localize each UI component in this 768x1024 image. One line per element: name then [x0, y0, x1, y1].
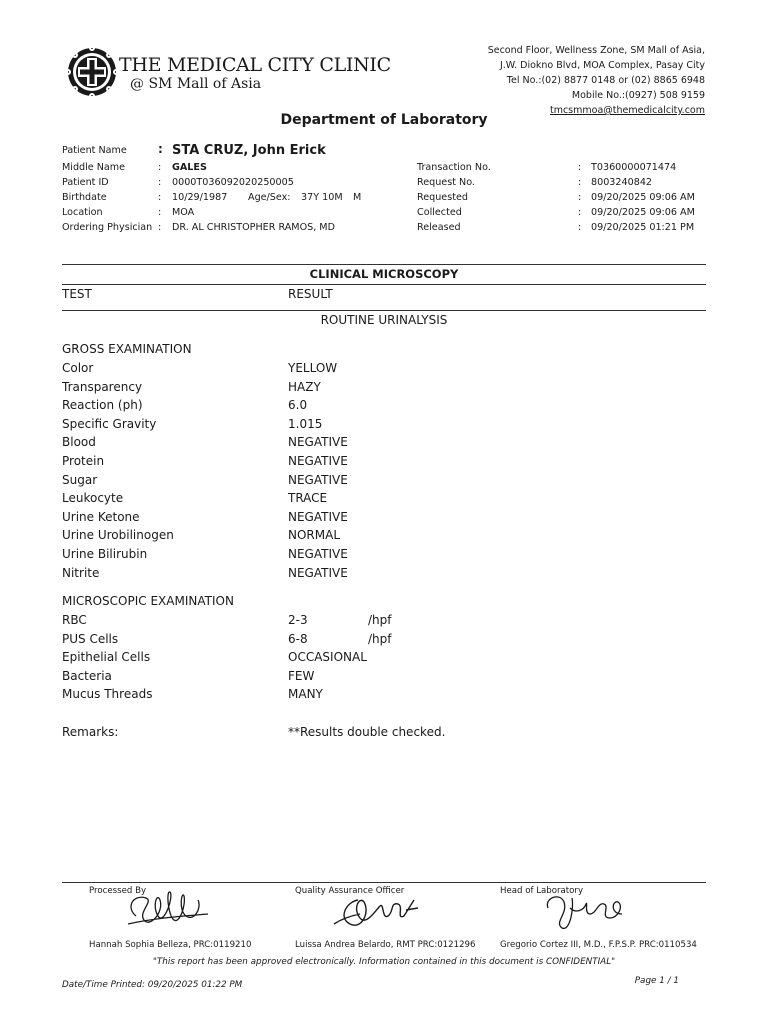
address-line: Mobile No.:(0927) 508 9159 [571, 90, 705, 101]
column-header-result: RESULT [288, 287, 333, 301]
email-link[interactable]: tmcsmmoa@themedicalcity.com [549, 105, 705, 116]
released-label: Released [417, 222, 461, 233]
test-name: Reaction (ph) [62, 398, 143, 413]
test-name: Sugar [62, 472, 98, 487]
sex: M [353, 192, 362, 203]
transaction-label: Transaction No. [417, 162, 491, 173]
signature-divider [62, 882, 706, 883]
microscopic-exam-heading: MICROSCOPIC EXAMINATION [62, 594, 234, 608]
section-title: CLINICAL MICROSCOPY [309, 267, 459, 281]
colon: : [578, 162, 582, 173]
clinic-logo-emblem-icon [66, 46, 118, 98]
collected-label: Collected [417, 207, 462, 218]
requested-date: 09/20/2025 09:06 AM [591, 192, 695, 203]
location: MOA [172, 207, 195, 218]
test-unit: /hpf [368, 613, 392, 627]
page-number: Page 1 / 1 [634, 976, 679, 986]
divider [62, 310, 706, 311]
test-result: OCCASIONAL [288, 650, 367, 665]
middle-name: GALES [172, 162, 207, 173]
birthdate-label: Birthdate [62, 192, 107, 203]
confidential-notice: "This report has been approved electronically. Information contained in this document is CONFIDENTIAL" [152, 957, 616, 967]
clinic-branch: @ SM Mall of Asia [130, 76, 262, 92]
colon: : [578, 192, 582, 203]
remarks-label: Remarks: [62, 725, 119, 739]
test-name: Color [62, 361, 94, 375]
test-result: 6-8 [288, 631, 308, 646]
request-no: 8003240842 [591, 177, 653, 188]
signature-quality-assurance [330, 890, 422, 936]
collected-date: 09/20/2025 09:06 AM [591, 207, 695, 218]
patient-name: STA CRUZ, John Erick [172, 143, 326, 158]
test-result: 6.0 [288, 398, 308, 413]
ordering-physician: DR. AL CHRISTOPHER RAMOS, MD [172, 222, 335, 233]
clinic-address [488, 43, 705, 118]
released-date: 09/20/2025 01:21 PM [591, 222, 695, 233]
patient-name-label: Patient Name [62, 145, 127, 156]
test-unit: /hpf [368, 631, 392, 646]
test-name: Transparency [62, 379, 143, 394]
colon: : [158, 192, 162, 203]
colon: : [158, 207, 162, 218]
subsection-title: ROUTINE URINALYSIS [320, 313, 448, 327]
clinic-name: THE MEDICAL CITY CLINIC [119, 54, 391, 76]
colon: : [578, 177, 582, 188]
test-result: 2-3 [288, 613, 308, 627]
test-result: HAZY [288, 379, 321, 394]
colon: : [578, 207, 582, 218]
signatory-name: Gregorio Cortez III, M.D., F.P.S.P. PRC:0110534 [500, 940, 697, 950]
signatory-role: Quality Assurance Officer [295, 886, 405, 896]
requested-label: Requested [417, 192, 468, 203]
test-result: NEGATIVE [288, 509, 348, 524]
signature-processed-by [124, 886, 210, 934]
test-name: Urine Ketone [62, 509, 140, 524]
test-result: NEGATIVE [288, 435, 348, 450]
test-name: Nitrite [62, 565, 100, 580]
age-sex-label: Age/Sex: [248, 192, 291, 203]
signature-head-of-laboratory [540, 888, 630, 934]
divider [62, 284, 706, 285]
test-result: NEGATIVE [288, 547, 348, 561]
test-result: FEW [288, 668, 315, 683]
colon: : [158, 177, 162, 188]
signatory-name: Hannah Sophia Belleza, PRC:0119210 [89, 940, 252, 950]
divider [62, 264, 706, 265]
test-result: NEGATIVE [288, 454, 348, 468]
test-name: Leukocyte [62, 491, 124, 506]
address-line: J.W. Diokno Blvd, MOA Complex, Pasay City [499, 60, 705, 71]
test-name: Protein [62, 454, 105, 468]
test-result: 1.015 [288, 416, 323, 431]
column-header-test: TEST [62, 287, 92, 301]
patient-id-label: Patient ID [62, 177, 109, 188]
birthdate: 10/29/1987 [172, 192, 228, 203]
test-name: Mucus Threads [62, 687, 153, 702]
test-result: NORMAL [288, 528, 341, 543]
test-name: Specific Gravity [62, 416, 157, 431]
test-result: YELLOW [288, 361, 338, 375]
colon: : [158, 162, 162, 173]
transaction-no: T0360000071474 [591, 162, 677, 173]
test-name: Blood [62, 435, 96, 450]
colon: : [158, 222, 162, 233]
physician-label: Ordering Physician [62, 222, 153, 233]
test-name: Epithelial Cells [62, 650, 151, 665]
test-result: TRACE [288, 491, 328, 506]
test-result: MANY [288, 687, 323, 702]
printed-datetime: Date/Time Printed: 09/20/2025 01:22 PM [62, 980, 243, 990]
request-no-label: Request No. [417, 177, 475, 188]
test-result: NEGATIVE [288, 565, 348, 580]
signatory-name: Luissa Andrea Belardo, RMT PRC:0121296 [295, 940, 476, 950]
patient-id: 0000T036092020250005 [172, 177, 294, 188]
middle-name-label: Middle Name [62, 162, 126, 173]
address-line: Second Floor, Wellness Zone, SM Mall of Asia, [487, 45, 705, 56]
test-name: RBC [62, 613, 87, 627]
colon: : [578, 222, 582, 233]
age: 37Y 10M [301, 192, 343, 203]
test-result: NEGATIVE [288, 472, 348, 487]
signatory-role: Processed By [89, 886, 147, 896]
department-title: Department of Laboratory [280, 112, 488, 128]
address-line: Tel No.:(02) 8877 0148 or (02) 8865 6948 [506, 75, 705, 86]
location-label: Location [62, 207, 103, 218]
remarks-text: **Results double checked. [288, 725, 446, 739]
test-name: PUS Cells [62, 631, 119, 646]
test-name: Bacteria [62, 668, 112, 683]
signatory-role: Head of Laboratory [500, 886, 584, 896]
gross-exam-heading: GROSS EXAMINATION [62, 342, 192, 356]
test-name: Urine Urobilinogen [62, 528, 174, 543]
colon: : [158, 142, 163, 156]
test-name: Urine Bilirubin [62, 547, 148, 561]
